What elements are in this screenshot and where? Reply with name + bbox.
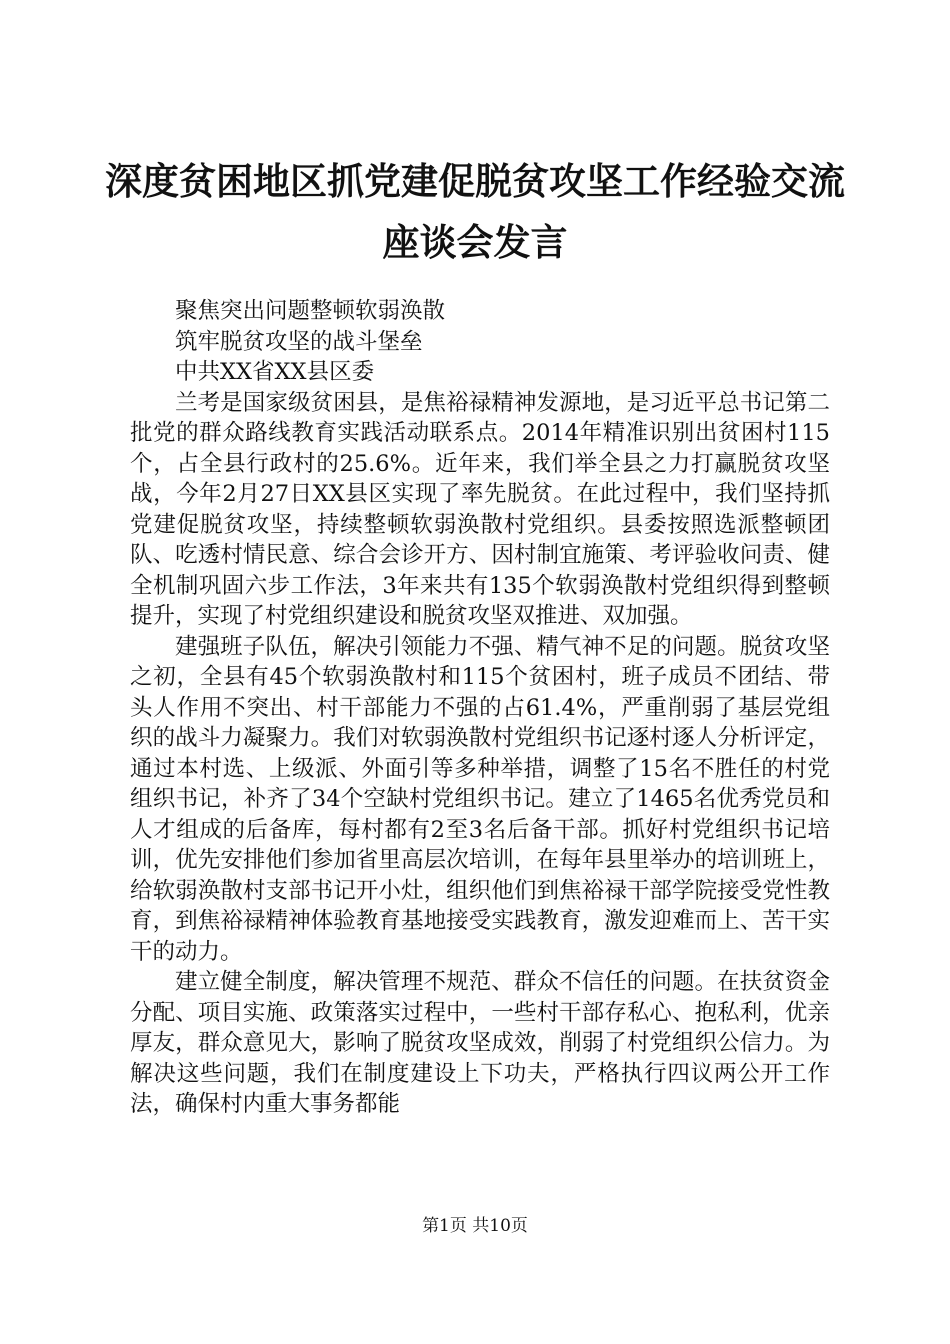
document-body [130,296,830,1120]
author-line: 中共XX省XX县区委 [175,359,375,385]
paragraph-1: 兰考是国家级贫困县，是焦裕禄精神发源地，是习近平总书记第二批党的群众路线教育实践活动联系点。2014年精准识别出贫困村115个，占全县行政村的25.6%。近年来，我们举全县之力打赢脱贫攻坚战，今年2月27日XX县区实现了率先脱贫。在此过程中，我们坚持抓党建促脱贫攻坚，持续整顿软弱涣散村党组织。县委按照选派整顿团队、吃透村情民意、综合会诊开方、因村制宜施策、考评验收问责、健全机制巩固六步工作法，3年来共有135个软弱涣散村党组织得到整顿提升，实现了村党组织建设和脱贫攻坚双推进、双加强。 [130,389,830,629]
document-title-line-2: 座谈会发言 [382,221,568,264]
document-title-line-1: 深度贫困地区抓党建促脱贫攻坚工作经验交流 [105,160,845,203]
subtitle-line-1: 聚焦突出问题整顿软弱涣散 [175,298,446,324]
page-footer: 第1页 共10页 [422,1216,528,1236]
paragraph-2: 建强班子队伍，解决引领能力不强、精气神不足的问题。脱贫攻坚之初，全县有45个软弱涣散村和115个贫困村，班子成员不团结、带头人作用不突出、村干部能力不强的占61.4%，严重削弱了基层党组织的战斗力凝聚力。我们对软弱涣散村党组织书记逐村逐人分析评定，通过本村选、上级派、外面引等多种举措，调整了15名不胜任的村党组织书记，补齐了34个空缺村党组织书记。建立了1465名优秀党员和人才组成的后备库，每村都有2至3名后备干部。抓好村党组织书记培训，优先安排他们参加省里高层次培训，在每年县里举办的培训班上，给软弱涣散村支部书记开小灶，组织他们到焦裕禄干部学院接受党性教育，到焦裕禄精神体验教育基地接受实践教育，激发迎难而上、苦干实干的动力。 [130,633,830,965]
paragraph-3: 建立健全制度，解决管理不规范、群众不信任的问题。在扶贫资金分配、项目实施、政策落实过程中，一些村干部存私心、抱私利，优亲厚友，群众意见大，影响了脱贫攻坚成效，削弱了村党组织公信力。为解决这些问题，我们在制度建设上下功夫，严格执行四议两公开工作法，确保村内重大事务都能 [130,969,830,1117]
subtitle-line-2: 筑牢脱贫攻坚的战斗堡垒 [175,328,423,355]
